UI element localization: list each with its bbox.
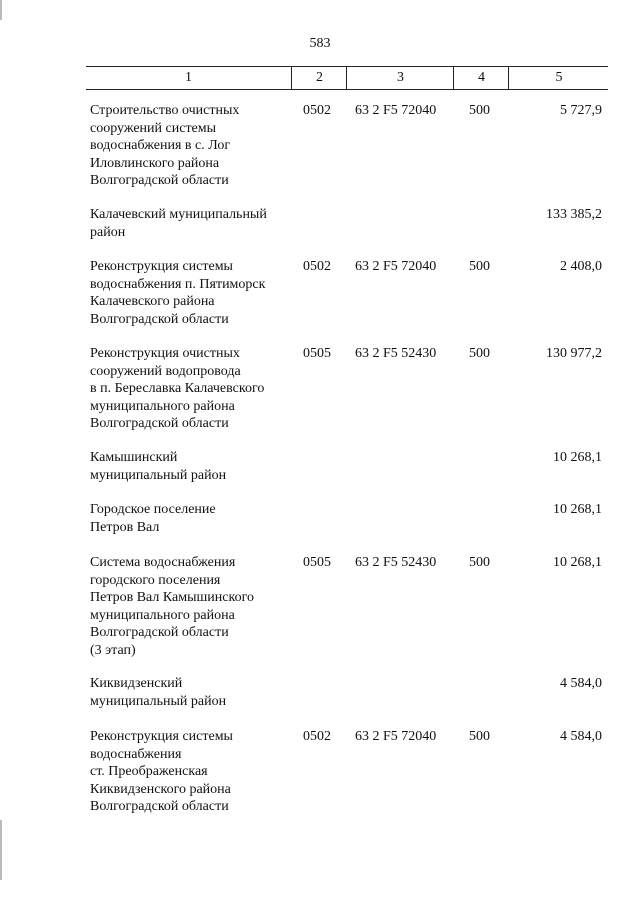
- row-target-article: 63 2 F5 72040: [355, 259, 437, 274]
- row-amount: 133 385,2: [546, 207, 602, 222]
- row-target-article: 63 2 F5 52430: [355, 346, 437, 361]
- row-name: Реконструкция очистных сооружений водопровода в п. Береславка Калачевского муниципального района Волгоградской области: [90, 346, 265, 431]
- row-amount: 2 408,0: [560, 259, 602, 274]
- row-name: Калачевский муниципальный район: [90, 207, 267, 240]
- scan-margin-mark: [0, 0, 2, 20]
- row-expense-type: 500: [469, 729, 490, 744]
- header-col-5: 5: [508, 67, 609, 89]
- row-section: 0502: [303, 103, 331, 118]
- row-name: Киквидзенский муниципальный район: [90, 676, 227, 709]
- row-target-article: 63 2 F5 72040: [355, 103, 437, 118]
- row-amount: 10 268,1: [553, 502, 602, 517]
- row-amount: 4 584,0: [560, 676, 602, 691]
- row-name: Реконструкция системы водоснабжения ст. Преображенская Киквидзенского района Волгоградской области: [90, 729, 233, 814]
- row-amount: 4 584,0: [560, 729, 602, 744]
- row-expense-type: 500: [469, 555, 490, 570]
- page-number: 583: [309, 36, 331, 51]
- row-amount: 5 727,9: [560, 103, 602, 118]
- header-col-3: 3: [346, 67, 454, 89]
- row-name: Строительство очистных сооружений системы водоснабжения в с. Лог Иловлинского района Волгоградской области: [90, 103, 240, 188]
- row-name: Камышинский муниципальный район: [90, 450, 227, 483]
- row-section: 0502: [303, 729, 331, 744]
- row-section: 0505: [303, 346, 331, 361]
- header-col-2: 2: [291, 67, 347, 89]
- row-amount: 130 977,2: [546, 346, 602, 361]
- row-target-article: 63 2 F5 72040: [355, 729, 437, 744]
- row-section: 0505: [303, 555, 331, 570]
- row-expense-type: 500: [469, 103, 490, 118]
- row-expense-type: 500: [469, 259, 490, 274]
- header-col-1: 1: [185, 70, 192, 85]
- row-amount: 10 268,1: [553, 450, 602, 465]
- row-target-article: 63 2 F5 52430: [355, 555, 437, 570]
- row-name: Городское поселение Петров Вал: [90, 502, 216, 535]
- row-amount: 10 268,1: [553, 555, 602, 570]
- table-header: [86, 66, 608, 90]
- header-col-4: 4: [453, 67, 509, 89]
- row-expense-type: 500: [469, 346, 490, 361]
- row-name: Система водоснабжения городского поселения Петров Вал Камышинского муниципального района Волгоградской области (3 этап): [90, 555, 254, 658]
- row-name: Реконструкция системы водоснабжения п. Пятиморск Калачевского района Волгоградской области: [90, 259, 266, 327]
- scan-margin-mark: [0, 820, 2, 880]
- row-section: 0502: [303, 259, 331, 274]
